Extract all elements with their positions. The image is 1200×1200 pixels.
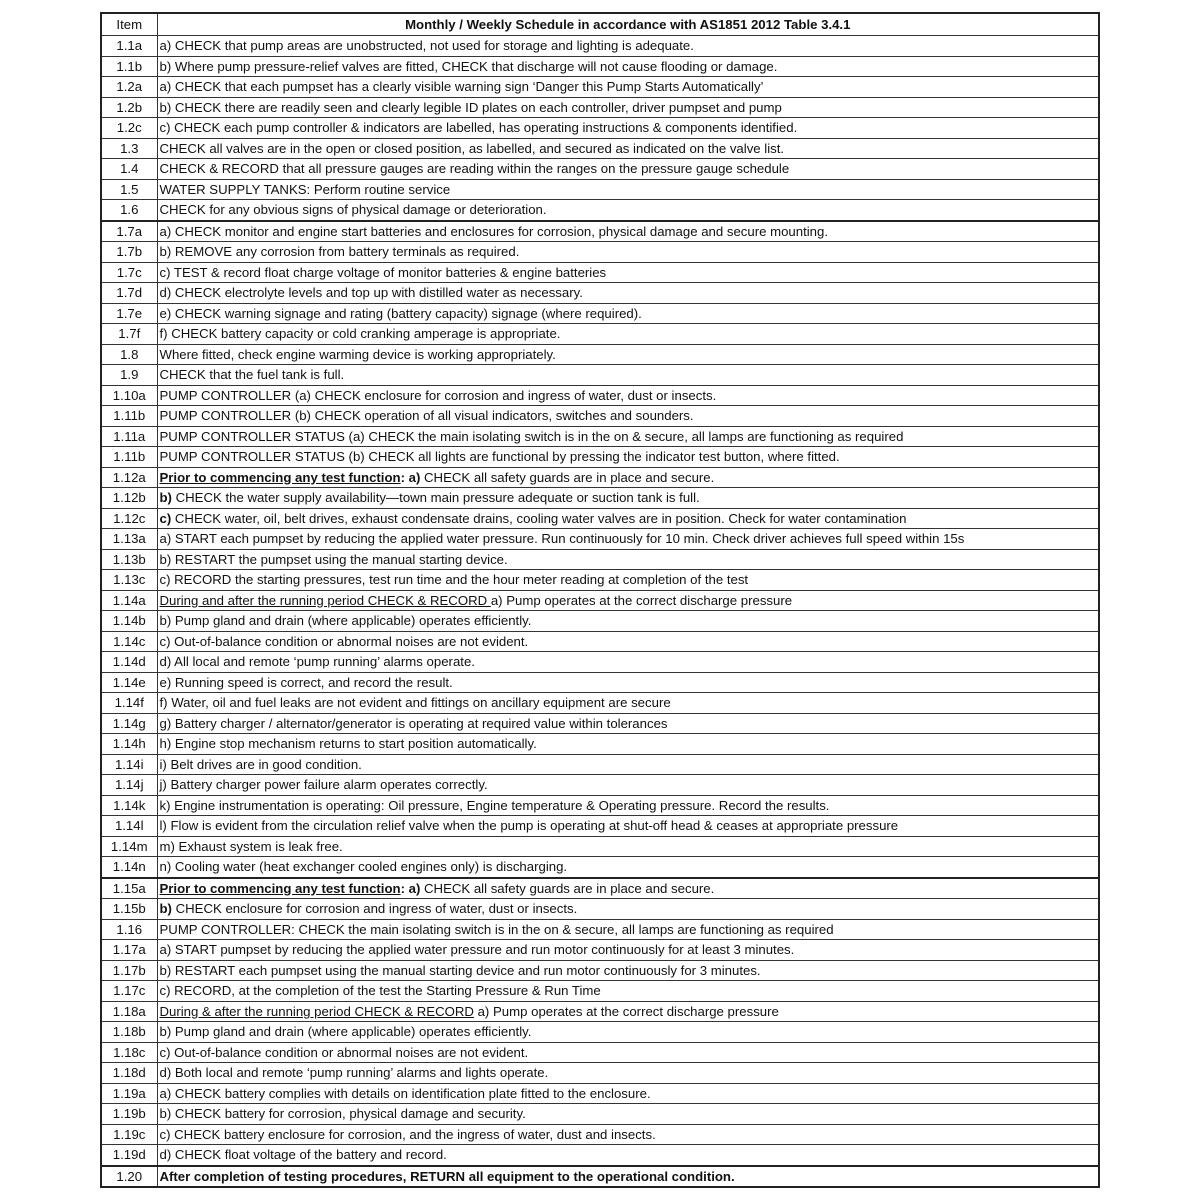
description-segment: : a) bbox=[400, 880, 421, 896]
description-segment: c) Out-of-balance condition or abnormal noises are not evident. bbox=[159, 1044, 529, 1060]
table-row bbox=[101, 1083, 1099, 1104]
description-segment: a) START pumpset by reducing the applied water pressure and run motor continuously for at least 3 minutes. bbox=[159, 942, 795, 958]
description-segment: m) Exhaust system is leak free. bbox=[159, 838, 343, 854]
table-row bbox=[101, 365, 1099, 386]
item-description bbox=[157, 1063, 1099, 1084]
item-description bbox=[157, 242, 1099, 263]
item-number: 1.12b bbox=[101, 488, 157, 509]
item-number: 1.2a bbox=[101, 77, 157, 98]
item-number: 1.18b bbox=[101, 1022, 157, 1043]
description-segment: b) REMOVE any corrosion from battery terminals as required. bbox=[159, 244, 520, 260]
item-number: 1.18c bbox=[101, 1042, 157, 1063]
table-row bbox=[101, 795, 1099, 816]
item-description bbox=[157, 179, 1099, 200]
table-row bbox=[101, 1022, 1099, 1043]
item-number: 1.2b bbox=[101, 97, 157, 118]
item-number: 1.12c bbox=[101, 508, 157, 529]
description-segment: f) CHECK battery capacity or cold cranking amperage is appropriate. bbox=[159, 326, 561, 342]
item-number: 1.7e bbox=[101, 303, 157, 324]
table-row bbox=[101, 221, 1099, 242]
item-description bbox=[157, 159, 1099, 180]
table-row bbox=[101, 1063, 1099, 1084]
description-segment: b) bbox=[159, 490, 172, 506]
description-segment: d) CHECK electrolyte levels and top up with distilled water as necessary. bbox=[159, 285, 583, 301]
description-segment: Where fitted, check engine warming device is working appropriately. bbox=[159, 346, 556, 362]
item-description bbox=[157, 1022, 1099, 1043]
description-segment: b) Where pump pressure-relief valves are fitted, CHECK that discharge will not cause flooding or damage. bbox=[159, 58, 778, 74]
item-description bbox=[157, 1042, 1099, 1063]
item-number: 1.7b bbox=[101, 242, 157, 263]
item-description bbox=[157, 816, 1099, 837]
item-description bbox=[157, 570, 1099, 591]
item-column-header: Item bbox=[101, 13, 157, 36]
item-description bbox=[157, 138, 1099, 159]
item-description bbox=[157, 878, 1099, 899]
description-segment: CHECK all safety guards are in place and secure. bbox=[420, 880, 715, 896]
description-segment: g) Battery charger / alternator/generator is operating at required value within tolerances bbox=[159, 715, 668, 731]
item-description bbox=[157, 940, 1099, 961]
table-row bbox=[101, 1145, 1099, 1166]
item-number: 1.17c bbox=[101, 981, 157, 1002]
item-number: 1.13a bbox=[101, 529, 157, 550]
item-number: 1.9 bbox=[101, 365, 157, 386]
item-number: 1.14m bbox=[101, 836, 157, 857]
item-number: 1.7d bbox=[101, 283, 157, 304]
item-number: 1.14b bbox=[101, 611, 157, 632]
description-segment: PUMP CONTROLLER STATUS (a) CHECK the main isolating switch is in the on & secure, all lamps are functioning as required bbox=[159, 428, 904, 444]
table-row bbox=[101, 1124, 1099, 1145]
item-number: 1.19c bbox=[101, 1124, 157, 1145]
table-row bbox=[101, 754, 1099, 775]
table-row bbox=[101, 77, 1099, 98]
description-segment: l) Flow is evident from the circulation relief valve when the pump is operating at shut-off head & ceases at appropriate pressure bbox=[159, 818, 899, 834]
item-number: 1.19a bbox=[101, 1083, 157, 1104]
description-segment: c) CHECK battery enclosure for corrosion, and the ingress of water, dust and insects. bbox=[159, 1126, 656, 1142]
item-number: 1.13b bbox=[101, 549, 157, 570]
item-description bbox=[157, 406, 1099, 427]
item-description bbox=[157, 118, 1099, 139]
schedule-rows bbox=[101, 36, 1099, 1188]
item-number: 1.14i bbox=[101, 754, 157, 775]
maintenance-schedule-table bbox=[100, 12, 1100, 1188]
table-row bbox=[101, 816, 1099, 837]
item-number: 1.7a bbox=[101, 221, 157, 242]
table-row bbox=[101, 385, 1099, 406]
item-number: 1.11b bbox=[101, 447, 157, 468]
description-segment: During & after the running period CHECK & RECORD bbox=[159, 1003, 474, 1019]
item-description bbox=[157, 1104, 1099, 1125]
item-description bbox=[157, 981, 1099, 1002]
table-row bbox=[101, 36, 1099, 57]
item-description bbox=[157, 77, 1099, 98]
description-segment: a) Pump operates at the correct discharge pressure bbox=[473, 1003, 779, 1019]
item-description bbox=[157, 262, 1099, 283]
item-number: 1.7f bbox=[101, 324, 157, 345]
item-description bbox=[157, 693, 1099, 714]
item-description bbox=[157, 1124, 1099, 1145]
item-description bbox=[157, 611, 1099, 632]
item-description bbox=[157, 467, 1099, 488]
description-segment: CHECK all safety guards are in place and secure. bbox=[420, 469, 715, 485]
description-segment: d) CHECK float voltage of the battery and record. bbox=[159, 1147, 447, 1163]
description-segment: a) CHECK that pump areas are unobstructed, not used for storage and lighting is adequate. bbox=[159, 38, 694, 54]
table-row bbox=[101, 242, 1099, 263]
table-row bbox=[101, 1042, 1099, 1063]
table-row bbox=[101, 467, 1099, 488]
item-description bbox=[157, 919, 1099, 940]
table-row bbox=[101, 344, 1099, 365]
table-row bbox=[101, 488, 1099, 509]
item-description bbox=[157, 324, 1099, 345]
item-number: 1.17b bbox=[101, 960, 157, 981]
item-description bbox=[157, 1145, 1099, 1166]
item-description bbox=[157, 775, 1099, 796]
item-description bbox=[157, 549, 1099, 570]
table-row bbox=[101, 775, 1099, 796]
item-description bbox=[157, 221, 1099, 242]
item-description bbox=[157, 672, 1099, 693]
item-number: 1.18a bbox=[101, 1001, 157, 1022]
description-segment: d) Both local and remote ‘pump running’ alarms and lights operate. bbox=[159, 1065, 549, 1081]
item-description bbox=[157, 97, 1099, 118]
item-description bbox=[157, 1083, 1099, 1104]
item-description bbox=[157, 508, 1099, 529]
description-segment: WATER SUPPLY TANKS: Perform routine service bbox=[159, 181, 451, 197]
item-description bbox=[157, 1001, 1099, 1022]
description-segment: n) Cooling water (heat exchanger cooled engines only) is discharging. bbox=[159, 859, 568, 875]
item-description bbox=[157, 200, 1099, 221]
description-segment: f) Water, oil and fuel leaks are not evident and fittings on ancillary equipment are secure bbox=[159, 695, 671, 711]
item-number: 1.15a bbox=[101, 878, 157, 899]
item-description bbox=[157, 529, 1099, 550]
item-number: 1.14g bbox=[101, 713, 157, 734]
item-number: 1.1a bbox=[101, 36, 157, 57]
item-description bbox=[157, 631, 1099, 652]
table-row bbox=[101, 940, 1099, 961]
description-segment: CHECK for any obvious signs of physical damage or deterioration. bbox=[159, 202, 547, 218]
description-segment: b) bbox=[159, 901, 172, 917]
item-number: 1.13c bbox=[101, 570, 157, 591]
table-row bbox=[101, 919, 1099, 940]
item-number: 1.14n bbox=[101, 857, 157, 878]
item-number: 1.10a bbox=[101, 385, 157, 406]
item-number: 1.15b bbox=[101, 899, 157, 920]
table-row bbox=[101, 734, 1099, 755]
description-segment: c) CHECK each pump controller & indicators are labelled, has operating instructions & components identified. bbox=[159, 120, 798, 136]
description-segment: b) RESTART each pumpset using the manual starting device and run motor continuously for 3 minutes. bbox=[159, 962, 761, 978]
description-segment: c) RECORD, at the completion of the test the Starting Pressure & Run Time bbox=[159, 983, 601, 999]
item-number: 1.14f bbox=[101, 693, 157, 714]
description-segment: a) CHECK battery complies with details on identification plate fitted to the enclosure. bbox=[159, 1085, 651, 1101]
item-number: 1.11b bbox=[101, 406, 157, 427]
description-segment: h) Engine stop mechanism returns to start position automatically. bbox=[159, 736, 537, 752]
schedule-column-header: Monthly / Weekly Schedule in accordance with AS1851 2012 Table 3.4.1 bbox=[157, 13, 1099, 36]
table-row bbox=[101, 200, 1099, 221]
description-segment: b) RESTART the pumpset using the manual starting device. bbox=[159, 551, 508, 567]
description-segment: i) Belt drives are in good condition. bbox=[159, 756, 362, 772]
description-segment: e) CHECK warning signage and rating (battery capacity) signage (where required). bbox=[159, 305, 642, 321]
item-description bbox=[157, 590, 1099, 611]
item-description bbox=[157, 36, 1099, 57]
description-segment: PUMP CONTROLLER: CHECK the main isolating switch is in the on & secure, all lamps are functioning as required bbox=[159, 921, 834, 937]
table-row bbox=[101, 447, 1099, 468]
item-number: 1.11a bbox=[101, 426, 157, 447]
item-description bbox=[157, 488, 1099, 509]
table-row bbox=[101, 672, 1099, 693]
item-description bbox=[157, 426, 1099, 447]
description-segment: PUMP CONTROLLER (a) CHECK enclosure for corrosion and ingress of water, dust or insects. bbox=[159, 387, 717, 403]
item-number: 1.14j bbox=[101, 775, 157, 796]
table-row bbox=[101, 303, 1099, 324]
description-segment: Prior to commencing any test function bbox=[159, 469, 401, 485]
item-number: 1.3 bbox=[101, 138, 157, 159]
description-segment: PUMP CONTROLLER STATUS (b) CHECK all lights are functional by pressing the indicator test button, where fitted. bbox=[159, 449, 840, 465]
description-segment: a) START each pumpset by reducing the applied water pressure. Run continuously for 10 min. Check driver achieves full speed within 15s bbox=[159, 531, 965, 547]
item-number: 1.14k bbox=[101, 795, 157, 816]
description-segment: Prior to commencing any test function bbox=[159, 880, 401, 896]
item-description bbox=[157, 447, 1099, 468]
description-segment: After completion of testing procedures, RETURN all equipment to the operational condition. bbox=[159, 1168, 735, 1184]
item-number: 1.1b bbox=[101, 56, 157, 77]
item-description bbox=[157, 652, 1099, 673]
description-segment: CHECK the water supply availability—town main pressure adequate or suction tank is full. bbox=[171, 490, 700, 506]
item-number: 1.6 bbox=[101, 200, 157, 221]
item-number: 1.8 bbox=[101, 344, 157, 365]
description-segment: b) Pump gland and drain (where applicable) operates efficiently. bbox=[159, 1024, 532, 1040]
item-number: 1.18d bbox=[101, 1063, 157, 1084]
item-number: 1.17a bbox=[101, 940, 157, 961]
table-row bbox=[101, 981, 1099, 1002]
table-row bbox=[101, 262, 1099, 283]
item-number: 1.20 bbox=[101, 1166, 157, 1188]
item-number: 1.14e bbox=[101, 672, 157, 693]
item-description bbox=[157, 795, 1099, 816]
table-row bbox=[101, 56, 1099, 77]
table-row bbox=[101, 118, 1099, 139]
description-segment: a) CHECK monitor and engine start batteries and enclosures for corrosion, physical damage and secure mounting. bbox=[159, 223, 829, 239]
item-number: 1.14d bbox=[101, 652, 157, 673]
description-segment: During and after the running period CHECK & RECORD bbox=[159, 592, 491, 608]
item-description bbox=[157, 899, 1099, 920]
table-row bbox=[101, 570, 1099, 591]
item-description bbox=[157, 857, 1099, 878]
table-row bbox=[101, 138, 1099, 159]
description-segment: c) RECORD the starting pressures, test run time and the hour meter reading at completion of the test bbox=[159, 572, 749, 588]
item-number: 1.14h bbox=[101, 734, 157, 755]
table-row bbox=[101, 426, 1099, 447]
item-description bbox=[157, 365, 1099, 386]
description-segment: c) TEST & record float charge voltage of monitor batteries & engine batteries bbox=[159, 264, 607, 280]
description-segment: e) Running speed is correct, and record the result. bbox=[159, 674, 453, 690]
table-row bbox=[101, 899, 1099, 920]
description-segment: c) Out-of-balance condition or abnormal noises are not evident. bbox=[159, 633, 529, 649]
item-description bbox=[157, 754, 1099, 775]
table-row bbox=[101, 878, 1099, 899]
item-number: 1.19b bbox=[101, 1104, 157, 1125]
item-description bbox=[157, 1166, 1099, 1188]
table-row bbox=[101, 960, 1099, 981]
item-description bbox=[157, 303, 1099, 324]
description-segment: j) Battery charger power failure alarm operates correctly. bbox=[159, 777, 488, 793]
description-segment: PUMP CONTROLLER (b) CHECK operation of all visual indicators, switches and sounders. bbox=[159, 408, 694, 424]
table-row bbox=[101, 549, 1099, 570]
description-segment: CHECK all valves are in the open or closed position, as labelled, and secured as indicated on the valve list. bbox=[159, 140, 785, 156]
table-row bbox=[101, 693, 1099, 714]
item-description bbox=[157, 734, 1099, 755]
item-number: 1.14a bbox=[101, 590, 157, 611]
item-number: 1.14l bbox=[101, 816, 157, 837]
item-description bbox=[157, 283, 1099, 304]
item-description bbox=[157, 385, 1099, 406]
description-segment: b) Pump gland and drain (where applicable) operates efficiently. bbox=[159, 613, 532, 629]
item-description bbox=[157, 56, 1099, 77]
table-row bbox=[101, 1104, 1099, 1125]
description-segment: k) Engine instrumentation is operating: Oil pressure, Engine temperature & Operating pressure. Record the results. bbox=[159, 797, 830, 813]
description-segment: b) CHECK there are readily seen and clearly legible ID plates on each controller, driver pumpset and pump bbox=[159, 99, 782, 115]
table-row bbox=[101, 631, 1099, 652]
item-number: 1.2c bbox=[101, 118, 157, 139]
table-row bbox=[101, 283, 1099, 304]
table-row bbox=[101, 529, 1099, 550]
item-description bbox=[157, 960, 1099, 981]
item-number: 1.19d bbox=[101, 1145, 157, 1166]
description-segment: a) Pump operates at the correct discharge pressure bbox=[490, 592, 793, 608]
item-description bbox=[157, 713, 1099, 734]
table-row bbox=[101, 590, 1099, 611]
table-row bbox=[101, 652, 1099, 673]
description-segment: d) All local and remote ‘pump running’ alarms operate. bbox=[159, 654, 475, 670]
table-row bbox=[101, 1166, 1099, 1188]
item-description bbox=[157, 344, 1099, 365]
table-row bbox=[101, 836, 1099, 857]
description-segment: a) CHECK that each pumpset has a clearly visible warning sign ‘Danger this Pump Starts Automatically’ bbox=[159, 79, 764, 95]
table-row bbox=[101, 1001, 1099, 1022]
description-segment: : a) bbox=[400, 469, 421, 485]
table-row bbox=[101, 324, 1099, 345]
description-segment: CHECK & RECORD that all pressure gauges are reading within the ranges on the pressure gauge schedule bbox=[159, 161, 790, 177]
description-segment: b) CHECK battery for corrosion, physical damage and security. bbox=[159, 1106, 526, 1122]
description-segment: CHECK enclosure for corrosion and ingress of water, dust or insects. bbox=[171, 901, 578, 917]
table-row bbox=[101, 713, 1099, 734]
item-number: 1.16 bbox=[101, 919, 157, 940]
table-row bbox=[101, 97, 1099, 118]
description-segment: CHECK that the fuel tank is full. bbox=[159, 367, 345, 383]
item-number: 1.4 bbox=[101, 159, 157, 180]
item-number: 1.12a bbox=[101, 467, 157, 488]
item-description bbox=[157, 836, 1099, 857]
item-number: 1.7c bbox=[101, 262, 157, 283]
table-row bbox=[101, 611, 1099, 632]
description-segment: CHECK water, oil, belt drives, exhaust condensate drains, cooling water valves are in position. Check for water contamination bbox=[171, 510, 907, 526]
table-row bbox=[101, 159, 1099, 180]
table-row bbox=[101, 406, 1099, 427]
table-row bbox=[101, 857, 1099, 878]
table-row bbox=[101, 508, 1099, 529]
table-row bbox=[101, 179, 1099, 200]
item-number: 1.14c bbox=[101, 631, 157, 652]
item-number: 1.5 bbox=[101, 179, 157, 200]
description-segment: c) bbox=[159, 510, 172, 526]
header-row bbox=[101, 13, 1099, 36]
schedule-sheet bbox=[100, 12, 1098, 1188]
